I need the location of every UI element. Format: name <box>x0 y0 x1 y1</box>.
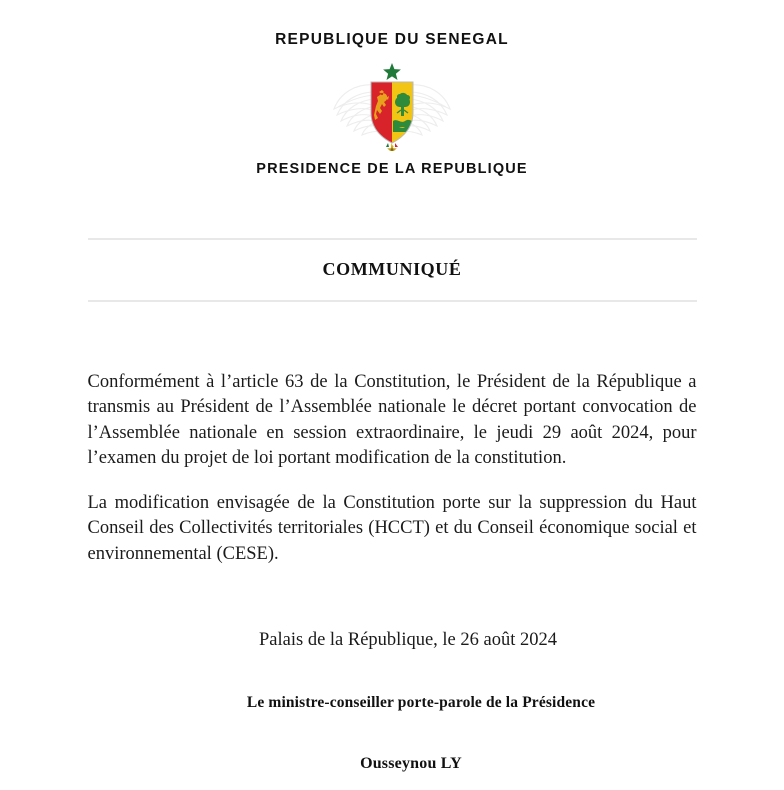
communique-heading: COMMUNIQUÉ <box>322 258 462 279</box>
communique-band <box>88 177 697 302</box>
signer-role: Le ministre-conseiller porte-parole de la Présidence <box>246 694 596 712</box>
presidency-title: PRESIDENCE DE LA REPUBLIQUE <box>256 160 528 177</box>
coat-of-arms-emblem <box>0 59 784 151</box>
place-and-date: Palais de la République, le 26 août 2024 <box>259 630 557 651</box>
senegal-coat-of-arms-icon <box>326 59 458 151</box>
letterhead <box>0 0 784 177</box>
document-body <box>88 302 697 568</box>
medal-icon <box>386 143 398 151</box>
signer-name: Ousseynou LY <box>360 755 462 773</box>
signature-block <box>88 567 697 773</box>
paragraph-2: La modification envisagée de la Constitution porte sur la suppression du Haut Conseil des Collectivités territoriales (HCCT) et du Conseil économique social et environnemental (CESE). <box>87 492 697 564</box>
green-star-icon <box>383 63 401 80</box>
republic-title: REPUBLIQUE DU SENEGAL <box>275 31 509 48</box>
paragraph-1: Conformément à l’article 63 de la Constitution, le Président de la République a transmis au Président de l’Assemblée nationale le décret portant convocation de l’Assemblée nationale en session extraordinaire, le jeudi 29 août 2024, pour l’examen du projet de loi portant modification de la constitution. <box>87 371 697 469</box>
baobab-tree-charge <box>395 93 410 116</box>
